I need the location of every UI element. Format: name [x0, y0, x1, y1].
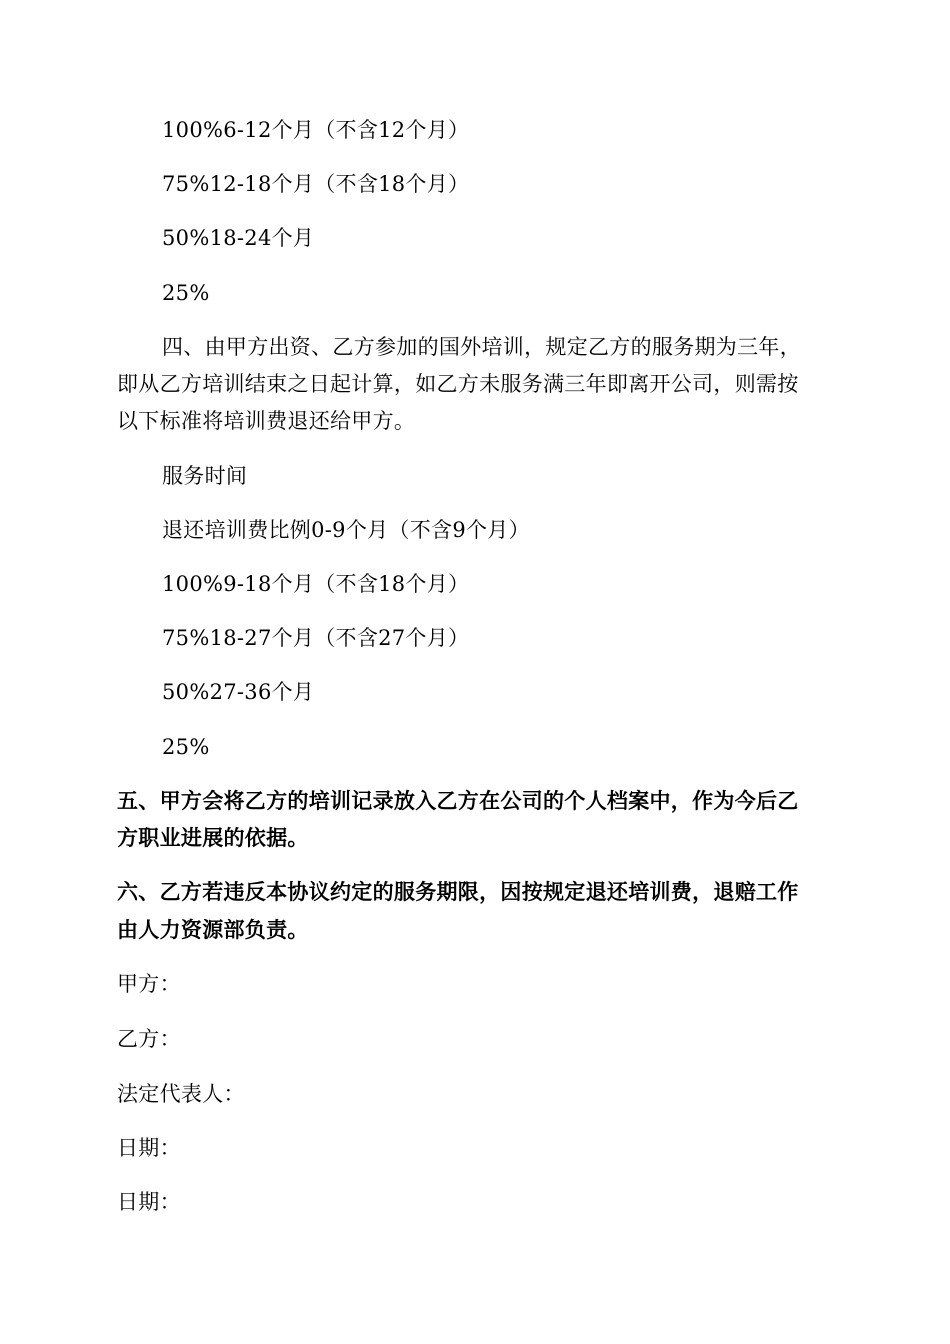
- signature-legal-rep: 法定代表人：: [117, 1082, 245, 1106]
- table-two-row-3: 75%18-27个月（不含27个月）: [162, 626, 470, 650]
- table-two-row-5: 25%: [162, 735, 210, 759]
- clause-five-line-1: 五、甲方会将乙方的培训记录放入乙方在公司的个人档案中，作为今后乙: [117, 789, 799, 813]
- table-one-row-4: 25%: [162, 281, 210, 305]
- table-one-row-1: 100%6-12个月（不含12个月）: [162, 118, 470, 142]
- clause-five-line-2: 方职业进展的依据。: [117, 826, 309, 850]
- table-two-row-4: 50%27-36个月: [162, 680, 315, 704]
- clause-four-line-1: 四、由甲方出资、乙方参加的国外培训，规定乙方的服务期为三年，: [162, 335, 801, 359]
- signature-party-a: 甲方：: [117, 972, 181, 996]
- table-two-header: 服务时间: [162, 464, 248, 488]
- clause-six-line-1: 六、乙方若违反本协议约定的服务期限，因按规定退还培训费，退赔工作: [117, 880, 799, 904]
- signature-date-2: 日期：: [117, 1190, 181, 1214]
- clause-six-line-2: 由人力资源部负责。: [117, 918, 309, 942]
- table-one-row-2: 75%12-18个月（不含18个月）: [162, 172, 470, 196]
- table-two-row-1: 退还培训费比例0-9个月（不含9个月）: [162, 518, 530, 542]
- table-two-row-2: 100%9-18个月（不含18个月）: [162, 572, 470, 596]
- signature-party-b: 乙方：: [117, 1027, 181, 1051]
- clause-four-line-3: 以下标准将培训费退还给甲方。: [117, 409, 416, 433]
- clause-four-line-2: 即从乙方培训结束之日起计算，如乙方未服务满三年即离开公司，则需按: [117, 372, 799, 396]
- table-one-row-3: 50%18-24个月: [162, 226, 315, 250]
- signature-date-1: 日期：: [117, 1136, 181, 1160]
